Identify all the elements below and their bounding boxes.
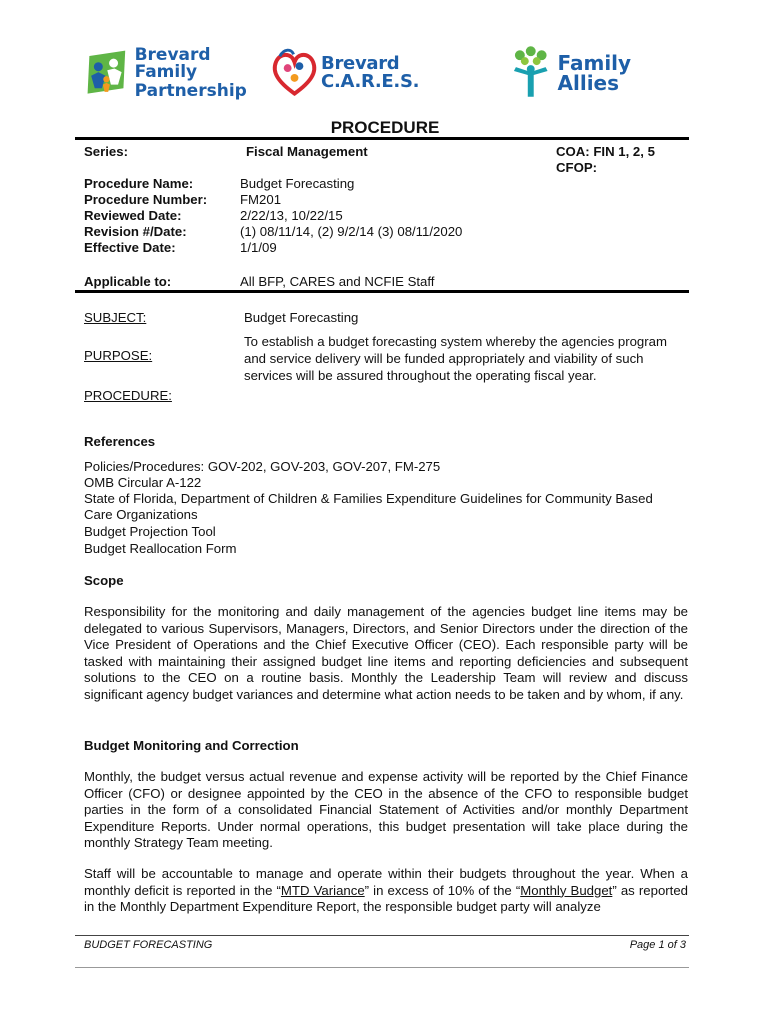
monthly-budget-term: Monthly Budget	[520, 882, 613, 898]
reference-item: Budget Projection Tool	[84, 524, 216, 539]
header-top-rule	[75, 137, 689, 140]
allies-tree-icon	[508, 45, 554, 101]
reference-item: State of Florida, Department of Children & Families Expenditure Guidelines for Community Based	[84, 491, 653, 506]
bfp-family-icon	[84, 46, 131, 100]
staff-text	[84, 866, 688, 916]
cares-heart-icon	[270, 46, 319, 100]
reference-item: OMB Circular A-122	[84, 475, 202, 490]
field-label: Procedure Number:	[84, 192, 208, 207]
field-value: 2/22/13, 10/22/15	[240, 208, 343, 223]
bfp-logo-line2: Partnership	[134, 80, 247, 101]
scope-paragraph	[84, 604, 688, 703]
field-label: Effective Date:	[84, 240, 176, 255]
bfp-logo-line1: Brevard Family	[134, 44, 211, 82]
field-value: (1) 08/11/14, (2) 9/2/14 (3) 08/11/2020	[240, 224, 463, 239]
bfp-logo	[84, 40, 264, 106]
purpose-line: To establish a budget forecasting system whereby the agencies program	[244, 334, 667, 349]
references-heading: References	[84, 434, 156, 449]
footer-left: BUDGET FORECASTING	[84, 939, 213, 951]
reference-item: Policies/Procedures: GOV-202, GOV-203, GOV-207, FM-275	[84, 459, 441, 474]
field-label: Reviewed Date:	[84, 208, 182, 223]
cares-logo-text: Brevard C.A.R.E.S.	[321, 53, 420, 92]
field-value: Budget Forecasting	[240, 176, 355, 191]
applicable-value: All BFP, CARES and NCFIE Staff	[240, 274, 435, 289]
footer-page-number: Page 1 of 3	[629, 939, 686, 951]
page-title: PROCEDURE	[330, 118, 440, 137]
purpose-label: PURPOSE:	[84, 348, 153, 363]
subject-label: SUBJECT:	[84, 310, 147, 325]
monitoring-heading: Budget Monitoring and Correction	[84, 738, 299, 753]
staff-text-part: ” in excess of 10% of the “	[364, 882, 521, 898]
procedure-label: PROCEDURE:	[84, 388, 172, 403]
reference-item: Budget Reallocation Form	[84, 541, 237, 556]
field-label: Revision #/Date:	[84, 224, 187, 239]
purpose-line: services will be assured throughout the operating fiscal year.	[244, 368, 597, 383]
monitoring-paragraph	[84, 769, 688, 852]
staff-text-part: Staff will be accountable to manage and operate within their budgets throughout the year. When a monthly deficit is reported in the “	[84, 866, 688, 898]
reference-item: Care Organizations	[84, 507, 198, 522]
field-label: Procedure Name:	[84, 176, 194, 191]
staff-paragraph	[84, 866, 688, 916]
series-label: Series:	[84, 144, 128, 159]
cares-logo	[270, 40, 500, 106]
series-value: Fiscal Management	[246, 144, 368, 159]
allies-logo-text: Family Allies	[557, 51, 632, 95]
scope-heading: Scope	[84, 573, 124, 588]
subject-value: Budget Forecasting	[244, 310, 359, 325]
staff-text-part: ” as reported in the Monthly Department Expenditure Report, the responsible budget party will analyze	[84, 882, 688, 914]
mtd-variance-term: MTD Variance	[280, 882, 365, 898]
scope-text: Responsibility for the monitoring and daily management of the agencies budget line items may be delegated to various Supervisors, Managers, Directors, and Senior Directors under the direction of the Vice President of Operations and the Chief Executive Officer (CEO). Each responsible party will be tasked with maintaining their assigned budget line items and reporting deficiencies and subsequent solutions to the CEO on a routine basis. Monthly the Leadership Team will review and discuss significant agency budget variances and determine what action needs to be taken and by whom, if any.	[84, 604, 688, 702]
footer-top-rule	[75, 935, 689, 936]
applicable-label: Applicable to:	[84, 274, 172, 289]
purpose-line: and service delivery will be funded appropriately and viability of such	[244, 351, 644, 366]
header-bottom-rule	[75, 290, 689, 293]
logo-banner	[0, 40, 770, 110]
field-value: FM201	[240, 192, 282, 207]
monitoring-text: Monthly, the budget versus actual revenue and expense activity will be reported by the Chief Finance Officer (CFO) or designee appointed by the CEO in the absence of the CFO to responsible budget parties in the form of a consolidated Financial Statement of Activities and/or monthly Department Expenditure Reports. Under normal operations, this budget presentation will take place during the monthly Strategy Team meeting.	[84, 769, 688, 850]
coa-value: COA: FIN 1, 2, 5	[556, 144, 655, 159]
field-value: 1/1/09	[240, 240, 277, 255]
allies-logo	[508, 40, 698, 106]
cfop-label: CFOP:	[556, 160, 598, 175]
footer-bottom-rule	[75, 967, 689, 968]
